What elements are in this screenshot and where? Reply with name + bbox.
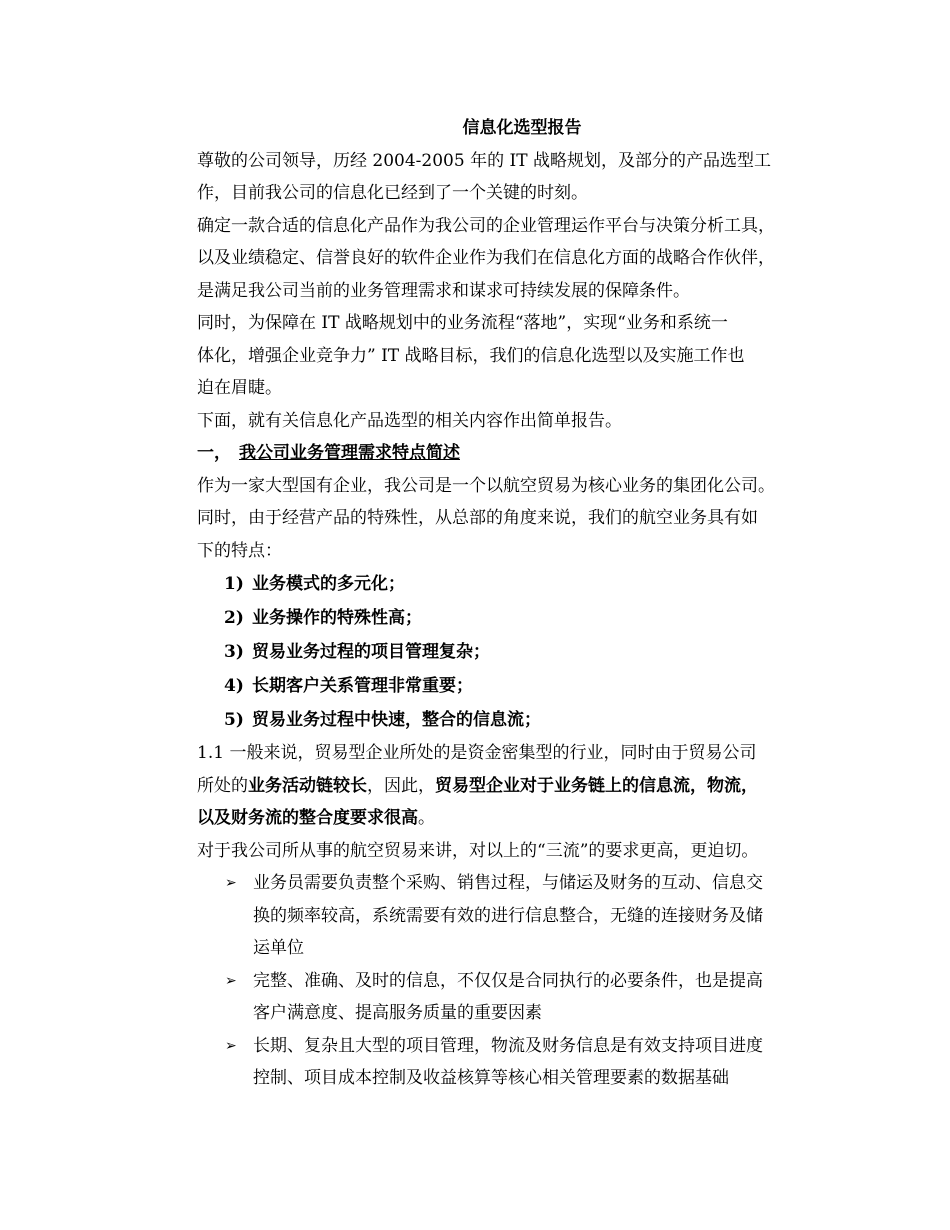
text-line: 迫在眉睫。 (197, 378, 282, 398)
text-line: 同时，由于经营产品的特殊性，从总部的角度来说，我们的航空业务具有如 (197, 508, 758, 528)
arrow-bullet-icon: ➢ (225, 1037, 237, 1054)
feature-text: 贸易业务过程中快速，整合的信息流； (252, 710, 541, 730)
feature-number: 4) (224, 676, 244, 696)
feature-list (197, 567, 837, 737)
feature-text: 长期客户关系管理非常重要； (252, 676, 473, 696)
intro-paragraph-4 (197, 405, 837, 438)
text-line: 客户满意度、提高服务质量的重要因素 (253, 1003, 542, 1023)
feature-number: 5) (224, 710, 244, 730)
intro-paragraph-3 (197, 307, 837, 405)
arrow-bullet-icon: ➢ (225, 972, 237, 989)
feature-text: 贸易业务过程的项目管理复杂； (252, 642, 490, 662)
feature-text: 业务模式的多元化； (252, 574, 405, 594)
bold-run: 业务活动链较长 (248, 775, 367, 796)
text-line (197, 770, 837, 803)
paragraph-1-1 (197, 737, 837, 835)
text-line: 完整、准确、及时的信息，不仅仅是合同执行的必要条件，也是提高 (253, 970, 763, 991)
section-1-intro (197, 470, 837, 568)
feature-item (197, 703, 837, 737)
bullet-list (197, 867, 837, 1095)
feature-item (197, 567, 837, 601)
feature-item (197, 635, 837, 669)
paragraph-1-2 (197, 835, 837, 868)
text-line: 同时，为保障在 IT 战略规划中的业务流程“落地”，实现“业务和系统一 (197, 313, 728, 333)
text-line: 业务员需要负责整个采购、销售过程，与储运及财务的互动、信息交 (253, 873, 763, 893)
feature-item (197, 669, 837, 703)
text-line: 换的频率较高，系统需要有效的进行信息整合，无缝的连接财务及储 (253, 905, 763, 926)
bullet-item (197, 867, 837, 965)
bold-run: 以及财务流的整合度要求很高 (197, 808, 418, 828)
feature-number: 1) (224, 574, 244, 594)
feature-text: 业务操作的特殊性高； (252, 608, 422, 628)
text-line: 以及业绩稳定、信誉良好的软件企业作为我们在信息化方面的战略合作伙伴， (197, 248, 775, 268)
text-line (197, 802, 837, 835)
text-line: 控制、项目成本控制及收益核算等核心相关管理要素的数据基础 (253, 1068, 729, 1088)
text-line: 作，目前我公司的信息化已经到了一个关键的时刻。 (197, 183, 588, 203)
text-run: 。 (418, 808, 435, 828)
section-number: 一， (197, 443, 231, 463)
document-title: 信息化选型报告 (462, 118, 582, 138)
text-line: 1.1 一般来说，贸易型企业所处的是资金密集型的行业，同时由于贸易公司 (197, 743, 757, 763)
intro-paragraph-1 (197, 145, 837, 210)
text-line: 下的特点： (197, 540, 282, 561)
intro-paragraph-2 (197, 210, 837, 308)
text-line: 体化，增强企业竞争力” IT 战略目标，我们的信息化选型以及实施工作也 (197, 345, 745, 366)
feature-number: 3) (224, 642, 244, 662)
text-line: 下面，就有关信息化产品选型的相关内容作出简单报告。 (197, 410, 622, 431)
text-line: 作为一家大型国有企业，我公司是一个以航空贸易为核心业务的集团化公司。 (197, 475, 775, 496)
bold-run: 贸易型企业对于业务链上的信息流，物流， (435, 775, 758, 796)
text-line: 尊敬的公司领导，历经 2004-2005 年的 IT 战略规划，及部分的产品选型工 (197, 150, 771, 171)
bullet-item (197, 965, 837, 1030)
text-run: ，因此， (367, 775, 435, 796)
document-body (197, 112, 837, 1095)
text-line: 运单位 (253, 938, 304, 958)
text-line: 长期、复杂且大型的项目管理，物流及财务信息是有效支持项目进度 (253, 1035, 763, 1056)
feature-item (197, 601, 837, 635)
bullet-item (197, 1030, 837, 1095)
arrow-bullet-icon: ➢ (225, 875, 237, 891)
section-1-heading (197, 437, 837, 470)
text-line: 确定一款合适的信息化产品作为我公司的企业管理运作平台与决策分析工具， (197, 215, 775, 236)
section-title: 我公司业务管理需求特点简述 (239, 443, 460, 463)
text-line: 是满足我公司当前的业务管理需求和谋求可持续发展的保障条件。 (197, 280, 690, 301)
text-run: 所处的 (197, 775, 248, 796)
feature-number: 2) (224, 608, 244, 628)
text-line: 对于我公司所从事的航空贸易来讲，对以上的“三流”的要求更高，更迫切。 (197, 840, 759, 861)
